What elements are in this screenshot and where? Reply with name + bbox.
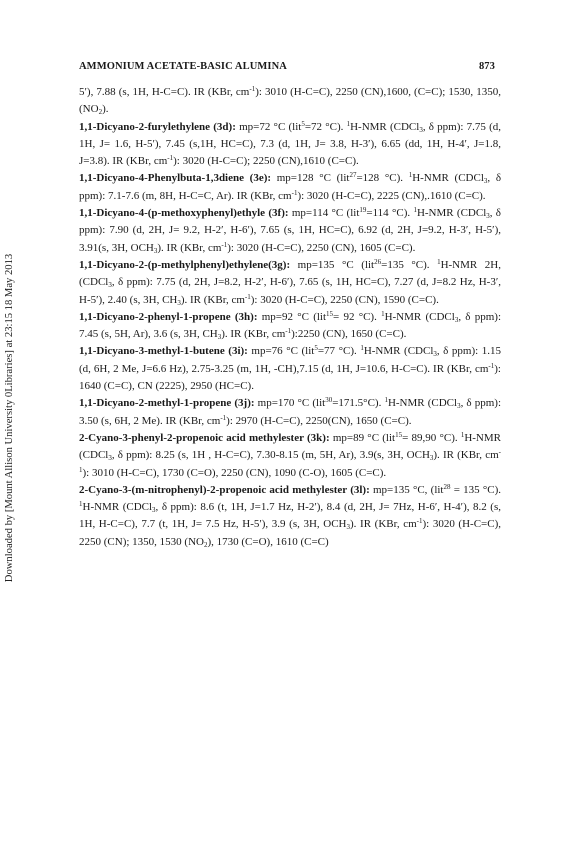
compound-entry [79, 119, 501, 171]
compound-data-section [79, 84, 501, 551]
superscript: -1 [221, 240, 228, 249]
compound-name: 2-Cyano-3-phenyl-2-propenoic acid methylester (3k): [79, 431, 330, 444]
entry-text: H-NMR (CDCl [387, 397, 458, 410]
entry-text: mp=114 °C (lit [288, 207, 360, 220]
entry-text: 5′), 7.88 (s, 1H, H-C=C). IR (KBr, cm [79, 86, 250, 98]
entry-text: = 92 °C). [333, 310, 382, 323]
entry-text: mp=135 °C, (lit [369, 483, 444, 496]
superscript: -1 [167, 154, 174, 163]
superscript: 1 [413, 206, 417, 215]
subscript: 3 [483, 177, 488, 186]
subscript: 3 [419, 125, 423, 134]
entry-text: mp=72 °C (lit [235, 120, 302, 133]
entry-text: , δ ppm): 8.6 (t, 1H, J=1.7 Hz, H-2′), 8.4 (d, 2H, J= 7Hz, H-6′, H-4′), 8.2 (s, 1H, H-C=C), 7.7 (t, 1H, J= 7.5 Hz, H-5′), 3.9 (s, 3H, OCH [79, 501, 501, 531]
entry-text: ): 3020 (H-C=C), 2250 (CN), 1590 (C=C). [250, 293, 439, 306]
entry-text: ): 1640 (C=C), CN (2225), 2950 (HC=C). [79, 362, 501, 393]
page-number: 873 [478, 61, 495, 72]
entry-text: H-NMR (CDCl [384, 310, 455, 323]
subscript: 3 [457, 402, 461, 411]
superscript: -1 [220, 413, 227, 422]
superscript: 1 [381, 309, 385, 318]
entry-text: , δ ppm): 3.50 (s, 6H, 2 Me). IR (KBr, cm [79, 397, 502, 427]
entry-text: ), 1730 (C=O), 1610 (C=C) [207, 535, 329, 548]
entry-text: H-NMR (CDCl [412, 172, 484, 185]
entry-text: =135 °C). [381, 258, 438, 271]
entry-text: mp=128 °C (lit [271, 172, 350, 185]
compound-entry [79, 205, 501, 257]
compound-name: 1,1-Dicyano-2-methyl-1-propene (3j): [79, 397, 255, 410]
subscript: 3 [177, 298, 181, 307]
subscript: 3 [433, 350, 437, 359]
subscript: 3 [152, 506, 156, 515]
download-watermark [2, 190, 18, 646]
superscript: -1 [244, 292, 251, 301]
entry-text: mp=92 °C (lit [257, 310, 327, 323]
superscript: 1 [437, 257, 441, 266]
subscript: 3 [217, 333, 222, 342]
running-title: AMMONIUM ACETATE-BASIC ALUMINA [79, 61, 287, 72]
superscript: 26 [374, 257, 382, 266]
entry-text: mp=89 °C (lit [329, 431, 396, 444]
entry-text: , δ ppm): 1.15 (d, 6H, 2 Me, J=6.6 Hz), 2.75-3.25 (m, 1H, -CH),7.15 (d, 1H, J=10.6, H-C=C). IR (KBr, cm [79, 345, 501, 375]
entry-text: ). IR (KBr, cm [157, 241, 222, 254]
subscript: 2 [203, 540, 208, 549]
subscript: 3 [454, 315, 459, 324]
entry-text: =171.5°C). [332, 397, 385, 410]
subscript: 3 [108, 281, 112, 290]
compound-name: 1,1-Dicyano-2-phenyl-1-propene (3h): [79, 310, 258, 323]
entry-text: ): 3010 (H-C=C), 2250 (CN),1600, (C=C); 1530, 1350, (NO [79, 86, 501, 116]
superscript: 27 [349, 171, 357, 180]
subscript: 3 [108, 454, 112, 463]
compound-name: 1,1-Dicyano-3-methyl-1-butene (3i): [79, 345, 248, 358]
superscript: 1 [360, 344, 364, 353]
entry-text: ). IR (KBr, cm [221, 328, 286, 341]
entry-text: =72 °C). [304, 120, 347, 133]
compound-name: 1,1-Dicyano-2-(p-methylphenyl)ethylene(3g): [79, 258, 291, 271]
entry-text: , δ ppm): 7.75 (d, 1H, J= 1.6, H-5′), 7.45 (s,1H, HC=C), 7.3 (d, 1H, J= 3.8, H-3′), 6.65 (dd, 1H, H-4′, J=1.8, J=3.8). IR (KBr, cm [79, 120, 502, 168]
entry-text: =114 °C). [366, 207, 414, 220]
subscript: 3 [346, 523, 351, 532]
superscript: 19 [359, 206, 367, 215]
entry-text: ): 3020 (H-C=C); 2250 (CN),1610 (C=C). [173, 155, 359, 168]
compound-entry [79, 84, 501, 119]
entry-text: H-NMR 2H, (CDCl [79, 258, 501, 289]
superscript: -1 [291, 188, 298, 197]
entry-text: mp=135 °C (lit [290, 258, 375, 271]
superscript: -1 [488, 361, 495, 370]
superscript: 1 [346, 119, 351, 128]
compound-entry [79, 309, 501, 344]
compound-entry [79, 257, 501, 309]
compound-name: 1,1-Dicyano-4-Phenylbuta-1,3diene (3e): [79, 172, 272, 185]
entry-text: ): 3010 (H-C=C), 1730 (C=O), 2250 (CN), 1090 (C-O), 1605 (C=C). [82, 466, 387, 479]
superscript: -1 [416, 517, 423, 526]
superscript: 30 [325, 396, 333, 405]
subscript: 3 [153, 246, 158, 255]
download-watermark-text: Downloaded by [Mount Allison University 0Libraries] at 23:15 18 May 2013 [4, 253, 15, 583]
compound-entry [79, 395, 501, 430]
entry-text: H-NMR (CDCl [350, 120, 420, 133]
running-header [79, 61, 495, 75]
entry-text: ). IR (KBr, cm [350, 518, 417, 531]
superscript: 1 [384, 396, 388, 405]
entry-text: H-NMR (CDCl [79, 431, 501, 462]
entry-text: , δ ppm): 7.90 (d, 2H, J= 9.2, H-2′, H-6′), 7.65 (s, 1H, HC=C), 6.92 (d, 2H, J=9.2, H-3′, H-5′), 3.91(s, 3H, OCH [79, 207, 501, 254]
superscript: 1 [460, 430, 465, 439]
entry-text: ). IR (KBr, cm [180, 293, 245, 306]
superscript: -1 [79, 448, 501, 474]
superscript: 15 [326, 309, 334, 318]
compound-entry [79, 170, 501, 205]
entry-text: mp=76 °C (lit [247, 345, 315, 358]
entry-text: ): 3020 (H-C=C), 2225 (CN),.1610 (C=C). [297, 189, 486, 202]
entry-text: = 135 °C). [450, 483, 502, 496]
superscript: 5 [301, 119, 305, 128]
compound-name: 2-Cyano-3-(m-nitrophenyl)-2-propenoic acid methylester (3l): [79, 483, 370, 496]
entry-text: , δ ppm): 7.75 (d, 2H, J=8.2, H-2′, H-6′), 7.65 (s, 1H, HC=C), 7.27 (d, J=8.2 Hz, H-3′, H-5′), 2.40 (s, 3H, CH [79, 276, 501, 306]
entry-text: ). [102, 103, 109, 116]
subscript: 2 [98, 108, 103, 117]
entry-text: H-NMR (CDCl [82, 501, 153, 514]
subscript: 3 [429, 454, 434, 463]
entry-text: mp=170 °C (lit [254, 397, 326, 410]
superscript: 5 [314, 344, 318, 353]
entry-text: , δ ppm): 7.45 (s, 5H, Ar), 3.6 (s, 3H, CH [79, 310, 501, 341]
entry-text: , δ ppm): 8.25 (s, 1H , H-C=C), 7.30-8.15 (m, 5H, Ar), 3.9(s, 3H, OCH [111, 449, 430, 462]
entry-text: , δ ppm): 7.1-7.6 (m, 8H, H-C=C, Ar). IR (KBr, cm [79, 172, 502, 202]
superscript: 15 [395, 430, 403, 439]
entry-text: H-NMR (CDCl [416, 207, 487, 220]
entry-text: = 89,90 °C). [402, 431, 461, 444]
compound-name: 1,1-Dicyano-2-furylethylene (3d): [79, 120, 236, 133]
superscript: -1 [285, 327, 292, 336]
compound-entry [79, 482, 501, 551]
entry-text: ):2250 (CN), 1650 (C=C). [291, 328, 407, 341]
compound-entry [79, 343, 501, 395]
subscript: 3 [486, 212, 490, 221]
entry-text: ): 3020 (H-C=C), 2250 (CN); 1350, 1530 (NO [79, 518, 501, 548]
compound-name: 1,1-Dicyano-4-(p-methoxyphenyl)ethyle (3f): [79, 207, 289, 220]
compound-entry [79, 430, 501, 482]
superscript: 28 [443, 482, 451, 491]
entry-text: H-NMR (CDCl [363, 345, 434, 358]
entry-text: ). IR (KBr, cm [433, 449, 499, 462]
entry-text: =77 °C). [317, 345, 361, 358]
superscript: -1 [249, 85, 256, 93]
superscript: 1 [79, 500, 83, 509]
entry-text: ): 2970 (H-C=C), 2250(CN), 1650 (C=C). [226, 414, 412, 427]
superscript: 1 [408, 171, 413, 180]
entry-text: ): 3020 (H-C=C), 2250 (CN), 1605 (C=C). [227, 241, 416, 254]
entry-text: =128 °C). [356, 172, 409, 185]
